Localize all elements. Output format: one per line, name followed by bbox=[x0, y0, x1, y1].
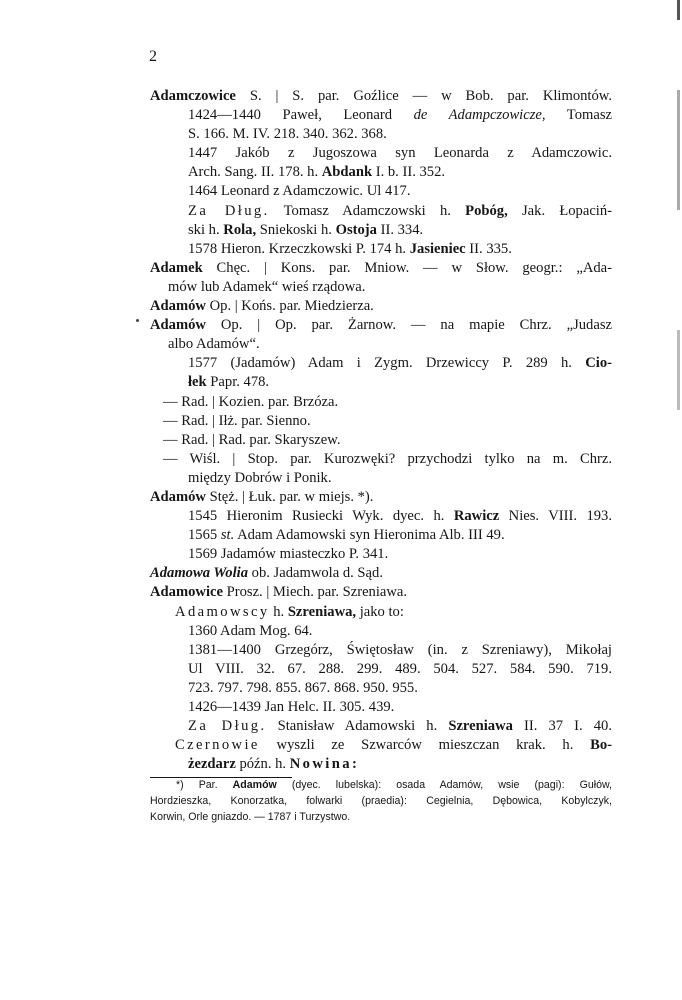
text-run: 1424—1440 Paweł, Leonard bbox=[188, 107, 414, 124]
text-run: I. b. II. 352. bbox=[372, 164, 446, 181]
text-line bbox=[150, 259, 612, 278]
scan-edge-mark bbox=[677, 0, 680, 20]
text-run: S. | S. par. Goźlice — w Bob. par. Klimontów. bbox=[235, 88, 612, 104]
footnote-line bbox=[150, 794, 612, 810]
text-run: 1565 bbox=[188, 527, 221, 544]
text-line bbox=[150, 641, 612, 660]
text-run: 723. 797. 798. 855. 867. 868. 950. 955. bbox=[188, 679, 418, 696]
text-run: ski h. bbox=[188, 221, 224, 238]
text-run: Za Dług. bbox=[188, 718, 267, 735]
text-line bbox=[150, 182, 612, 201]
text-line bbox=[150, 450, 612, 469]
footnote-line bbox=[150, 778, 612, 794]
text-run: Za Dług. bbox=[188, 202, 270, 219]
text-line bbox=[150, 240, 612, 259]
text-run: Nies. VIII. 193. bbox=[499, 508, 612, 525]
text-run: S. 166. M. IV. 218. 340. 362. 368. bbox=[188, 126, 387, 143]
text-run: Adamek bbox=[150, 259, 203, 276]
text-line bbox=[150, 316, 612, 335]
text-run: Adamów bbox=[150, 317, 206, 334]
text-line bbox=[150, 469, 612, 488]
text-run: Jak. Łopaciń- bbox=[507, 202, 613, 219]
text-run: Adamów bbox=[150, 298, 206, 315]
text-run: wyszli ze Szwarców mieszczan krak. h. bbox=[259, 737, 591, 754]
text-run: Korwin, Orle gniazdo. — 1787 i Turzystwo. bbox=[150, 810, 351, 823]
text-run: Czernowie bbox=[175, 737, 260, 754]
text-run: między Dobrów i Ponik. bbox=[188, 469, 332, 486]
text-run: 1360 Adam Mog. 64. bbox=[188, 622, 313, 639]
text-line bbox=[150, 488, 612, 507]
text-run: 1426—1439 Jan Helc. II. 305. 439. bbox=[188, 699, 395, 715]
text-run: Tomasz Adamczowski h. bbox=[269, 202, 466, 219]
footnote-line bbox=[150, 810, 612, 826]
text-run: Cio- bbox=[585, 355, 612, 372]
text-line bbox=[150, 335, 612, 354]
text-run: Adamowice bbox=[150, 584, 223, 601]
text-run: Rawicz bbox=[453, 508, 500, 525]
text-run: 1381—1400 Grzegórz, Świętosław (in. z Szreniawy), Mikołaj bbox=[188, 641, 612, 658]
text-run: Adam Adamowski syn Hieronima Alb. III 49. bbox=[234, 527, 505, 544]
text-run: Jasieniec bbox=[409, 240, 466, 257]
text-run: Op. | Op. par. Żarnow. — na mapie Chrz. „Judasz bbox=[205, 317, 612, 334]
text-line bbox=[150, 412, 612, 431]
text-run: Hordzieszka, Konorzatka, folwarki (praedia): Cegielnia, Dębowica, Kobylczyk, bbox=[150, 794, 612, 807]
text-run: Tomasz bbox=[545, 107, 612, 124]
text-line bbox=[150, 144, 612, 163]
text-run: jako to: bbox=[356, 603, 404, 620]
text-run: — Rad. | Iłż. par. Sienno. bbox=[163, 412, 311, 429]
text-line bbox=[150, 373, 612, 392]
text-line bbox=[150, 163, 612, 182]
text-run: 1577 (Jadamów) Adam i Zygm. Drzewiccy P. 289 h. bbox=[188, 355, 586, 372]
text-line bbox=[150, 202, 612, 221]
text-line bbox=[150, 660, 612, 679]
text-run: Stęż. | Łuk. par. w miejs. *). bbox=[205, 488, 374, 505]
footnote bbox=[150, 778, 612, 825]
text-run: Adamowa Wolia bbox=[150, 565, 248, 582]
text-run: Chęc. | Kons. par. Mniow. — w Słow. geogr.: „Ada- bbox=[202, 259, 612, 276]
text-line bbox=[150, 717, 612, 736]
text-run: Papr. 478. bbox=[206, 374, 270, 391]
text-run: 1545 Hieronim Rusiecki Wyk. dyec. h. bbox=[188, 508, 454, 525]
text-run: Adamów bbox=[232, 779, 277, 791]
text-line bbox=[150, 87, 612, 106]
text-line bbox=[150, 354, 612, 373]
text-run: Adamów bbox=[150, 488, 206, 505]
text-line bbox=[150, 564, 612, 583]
text-run: Stanisław Adamowski h. bbox=[266, 718, 449, 735]
text-run: albo Adamów“. bbox=[168, 336, 260, 353]
text-run: II. 335. bbox=[465, 240, 512, 257]
text-run: h. bbox=[269, 603, 288, 620]
text-run: Op. | Końs. par. Miedzierza. bbox=[205, 298, 374, 315]
text-run: Pobóg, bbox=[465, 202, 508, 219]
scan-edge-mark bbox=[677, 90, 680, 210]
text-run: łek bbox=[188, 374, 207, 391]
text-run: II. 334. bbox=[376, 221, 424, 238]
scan-edge-mark bbox=[677, 330, 680, 410]
text-line bbox=[150, 679, 612, 698]
text-run: 1578 Hieron. Krzeczkowski P. 174 h. bbox=[188, 240, 410, 257]
text-run: Sniekoski h. bbox=[256, 221, 336, 238]
text-line bbox=[150, 297, 612, 316]
entry-list bbox=[150, 87, 612, 778]
text-line bbox=[150, 221, 612, 240]
text-line bbox=[150, 526, 612, 545]
text-run: Bo- bbox=[590, 737, 612, 754]
text-line bbox=[150, 698, 612, 717]
text-run: Rola, bbox=[223, 221, 257, 238]
text-run: — Wiśl. | Stop. par. Kurozwęki? przychodzi tylko na m. Chrz. bbox=[163, 450, 612, 467]
text-line bbox=[150, 583, 612, 602]
text-run: 1569 Jadamów miasteczko P. 341. bbox=[188, 546, 389, 563]
text-run: Ostoja bbox=[335, 221, 377, 238]
text-run: Abdank bbox=[321, 164, 373, 181]
text-line bbox=[150, 507, 612, 526]
text-run: st. bbox=[220, 527, 235, 544]
text-line bbox=[150, 431, 612, 450]
text-run: *) Par. bbox=[176, 779, 233, 791]
text-line bbox=[150, 603, 612, 622]
text-run: Nowina: bbox=[289, 756, 360, 773]
text-run: — Rad. | Rad. par. Skaryszew. bbox=[163, 431, 341, 448]
text-line bbox=[150, 545, 612, 564]
text-run: Adamowscy bbox=[175, 603, 270, 620]
text-run: (dyec. lubelska): osada Adamów, wsie (pagi): Gułów, bbox=[276, 779, 612, 791]
text-run: 1464 Leonard z Adamczowic. Ul 417. bbox=[188, 183, 411, 200]
text-line bbox=[150, 736, 612, 755]
text-line bbox=[150, 393, 612, 412]
text-line bbox=[150, 278, 612, 297]
text-run: mów lub Adamek“ wieś rządowa. bbox=[168, 278, 366, 295]
text-run: Adamczowice bbox=[150, 88, 236, 104]
text-run: II. 37 I. 40. bbox=[512, 718, 613, 735]
text-run: Arch. Sang. II. 178. h. bbox=[188, 164, 322, 181]
text-run: Prosz. | Miech. par. Szreniawa. bbox=[222, 584, 408, 601]
text-run: — Rad. | Kozien. par. Brzóza. bbox=[163, 393, 339, 410]
text-line bbox=[150, 622, 612, 641]
page-number: 2 bbox=[149, 48, 157, 65]
text-run: późn. h. bbox=[235, 756, 290, 773]
text-run: Szreniawa, bbox=[287, 603, 357, 620]
text-run: Ul VIII. 32. 67. 288. 299. 489. 504. 527. 584. 590. 719. bbox=[188, 660, 612, 677]
text-run: Szreniawa bbox=[448, 718, 513, 735]
text-line bbox=[150, 755, 612, 774]
margin-dot bbox=[136, 319, 139, 322]
text-line bbox=[150, 106, 612, 125]
text-run: de Adampczowicze, bbox=[413, 107, 546, 124]
text-line bbox=[150, 125, 612, 144]
text-run: 1447 Jakób z Jugoszowa syn Leonarda z Adamczowic. bbox=[188, 145, 612, 162]
text-run: żezdarz bbox=[188, 756, 236, 773]
text-run: ob. Jadamwola d. Sąd. bbox=[248, 565, 383, 582]
